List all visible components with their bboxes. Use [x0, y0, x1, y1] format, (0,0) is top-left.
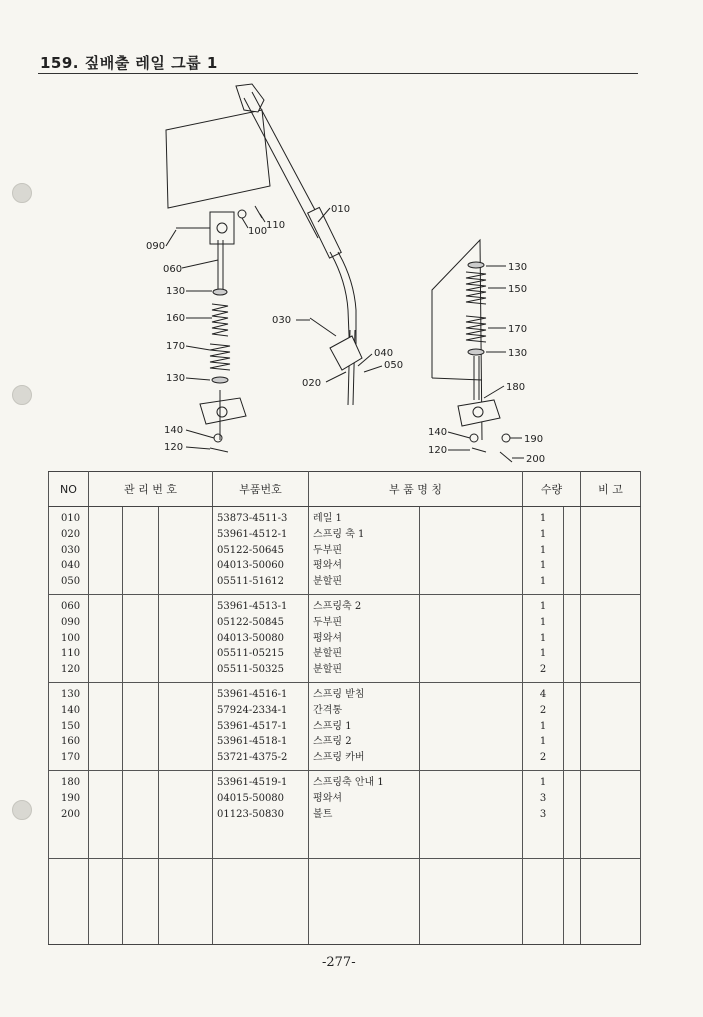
cell-qty: 2 — [539, 752, 547, 764]
cell-qty: 1 — [539, 600, 547, 612]
label-170-right: 170 — [508, 324, 528, 335]
cell-no: 030 — [61, 544, 81, 556]
cell-part-name: 평와셔 — [313, 792, 343, 804]
cell-part-number: 57924-2334-1 — [217, 704, 288, 716]
cell-part-number: 53961-4517-1 — [217, 720, 288, 732]
cell-part-name: 스프링 받침 — [313, 688, 365, 700]
cell-qty: 1 — [539, 576, 547, 588]
cell-qty: 1 — [539, 560, 547, 572]
cell-part-name: 스프링축 안내 1 — [313, 776, 384, 788]
rail-010-drawing — [236, 84, 264, 112]
cell-no: 140 — [61, 704, 81, 716]
cell-no: 040 — [61, 560, 81, 572]
table-header-row — [49, 472, 641, 507]
table-group-4 — [49, 770, 641, 858]
cell-qty: 2 — [539, 704, 547, 716]
label-130-left-top: 130 — [166, 286, 186, 297]
bracket-drawing — [210, 212, 234, 244]
cell-part-number: 04013-50060 — [217, 560, 285, 572]
cell-no: 090 — [61, 616, 81, 628]
cell-part-number: 05122-50645 — [217, 544, 285, 556]
cell-part-number: 53961-4513-1 — [217, 600, 288, 612]
cell-no: 100 — [61, 632, 81, 644]
label-090: 090 — [146, 241, 166, 252]
cell-no: 170 — [61, 752, 81, 764]
cell-part-number: 53721-4375-2 — [217, 752, 288, 764]
page-title: 159. 짚배출 레일 그룹 1 — [40, 54, 218, 72]
cell-part-name: 분할핀 — [313, 576, 343, 588]
cell-no: 050 — [61, 576, 81, 588]
cell-no: 120 — [61, 664, 81, 676]
cell-part-number: 53961-4512-1 — [217, 528, 288, 540]
label-040: 040 — [374, 348, 394, 359]
cell-part-name: 스프링축 2 — [313, 600, 362, 612]
cell-qty: 3 — [539, 808, 547, 820]
cell-part-number: 53961-4518-1 — [217, 736, 288, 748]
cell-part-name: 스프링 카버 — [313, 752, 365, 764]
cell-part-name: 스프링 2 — [313, 736, 352, 748]
cell-no: 110 — [61, 648, 81, 660]
header-part-name: 부 품 명 칭 — [309, 472, 523, 507]
label-140-left: 140 — [164, 425, 184, 436]
page-number: -277- — [322, 955, 356, 970]
cell-qty: 1 — [539, 513, 547, 524]
cell-part-name: 스프링 1 — [313, 720, 352, 732]
label-060: 060 — [163, 264, 183, 275]
spring-170-right-drawing — [466, 316, 486, 342]
cell-part-number: 05122-50845 — [217, 616, 285, 628]
cell-no: 180 — [61, 776, 81, 788]
spring-170-drawing — [210, 344, 230, 370]
label-100: 100 — [248, 226, 268, 237]
cell-part-number: 04015-50080 — [217, 792, 285, 804]
cell-no: 010 — [61, 513, 81, 524]
label-130-right-top: 130 — [508, 262, 528, 273]
cell-part-number: 04013-50080 — [217, 632, 285, 644]
cell-part-name: 두부핀 — [313, 616, 343, 628]
header-quantity: 수량 — [523, 472, 581, 507]
header-management-number: 관 리 번 호 — [89, 472, 213, 507]
table-group-1 — [49, 507, 641, 595]
parts-diagram — [0, 0, 703, 470]
cell-qty: 3 — [539, 792, 547, 804]
cell-no: 190 — [61, 792, 81, 804]
binder-hole-bottom — [12, 800, 32, 820]
label-190: 190 — [524, 434, 544, 445]
cell-qty: 2 — [539, 664, 547, 676]
cell-part-number: 01123-50830 — [217, 808, 285, 820]
cell-qty: 1 — [539, 528, 547, 540]
label-130-left-bottom: 130 — [166, 373, 186, 384]
cell-part-name: 스프링 축 1 — [313, 528, 365, 540]
label-020: 020 — [302, 378, 322, 389]
cell-no: 200 — [61, 808, 81, 820]
cell-part-number: 05511-50325 — [217, 664, 285, 676]
label-170-left: 170 — [166, 341, 186, 352]
guide-right-drawing — [458, 400, 500, 426]
spring-150-drawing — [466, 272, 486, 304]
cell-part-name: 레일 1 — [313, 513, 342, 524]
cell-part-number: 53961-4519-1 — [217, 776, 288, 788]
cell-no: 160 — [61, 736, 81, 748]
label-050: 050 — [384, 360, 404, 371]
label-160: 160 — [166, 313, 186, 324]
cell-no: 150 — [61, 720, 81, 732]
cell-qty: 1 — [539, 632, 547, 644]
cell-part-number: 53961-4516-1 — [217, 688, 288, 700]
label-030: 030 — [272, 315, 292, 326]
cell-part-name: 분할핀 — [313, 648, 343, 660]
cell-no: 130 — [61, 688, 81, 700]
cell-qty: 1 — [539, 776, 547, 788]
label-010: 010 — [331, 204, 351, 215]
cell-qty: 1 — [539, 648, 547, 660]
table-group-3 — [49, 682, 641, 770]
cell-qty: 4 — [539, 688, 547, 700]
cell-qty: 1 — [539, 544, 547, 556]
cell-part-name: 간격통 — [313, 704, 343, 716]
guide-left-drawing — [200, 398, 246, 424]
pin-030-drawing — [310, 318, 336, 336]
label-110: 110 — [266, 220, 286, 231]
cell-part-number: 05511-51612 — [217, 576, 285, 588]
cell-part-number: 05511-05215 — [217, 648, 285, 660]
spring-160-drawing — [212, 304, 228, 336]
label-120-right: 120 — [428, 445, 448, 456]
cell-part-name: 분할핀 — [313, 664, 343, 676]
cell-qty: 1 — [539, 616, 547, 628]
cell-qty: 1 — [539, 720, 547, 732]
label-150: 150 — [508, 284, 528, 295]
cell-part-number: 53873-4511-3 — [217, 513, 288, 524]
cell-part-name: 두부핀 — [313, 544, 343, 556]
label-180: 180 — [506, 382, 526, 393]
header-part-number: 부품번호 — [213, 472, 309, 507]
label-130-right-bottom: 130 — [508, 348, 528, 359]
table-group-2 — [49, 594, 641, 682]
header-no: NO — [49, 472, 89, 507]
parts-table — [48, 471, 641, 945]
cell-qty: 1 — [539, 736, 547, 748]
cell-no: 020 — [61, 528, 81, 540]
label-200: 200 — [526, 454, 546, 465]
header-remarks: 비 고 — [581, 472, 641, 507]
label-120-left: 120 — [164, 442, 184, 453]
label-140-right: 140 — [428, 427, 448, 438]
cell-no: 060 — [61, 600, 81, 612]
cell-part-name: 평와셔 — [313, 560, 343, 572]
cell-part-name: 평와셔 — [313, 632, 343, 644]
rail-plate-drawing — [166, 110, 270, 208]
table-empty-row — [49, 858, 641, 944]
cell-part-name: 볼트 — [313, 808, 333, 820]
